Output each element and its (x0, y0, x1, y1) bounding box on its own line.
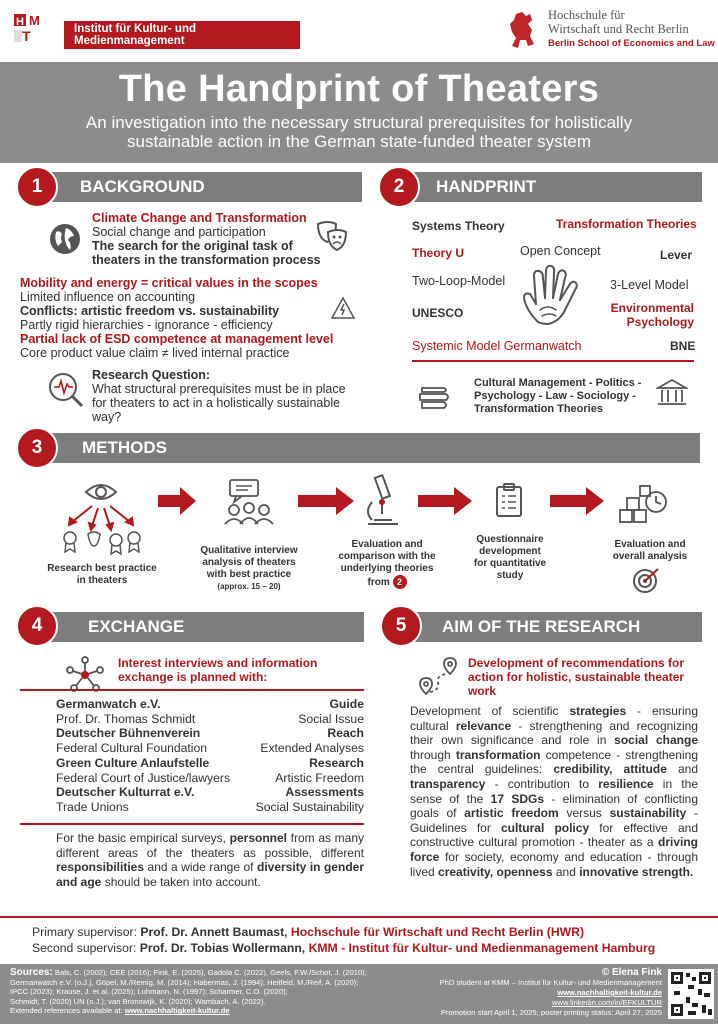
hp-unesco: UNESCO (412, 306, 464, 320)
svg-text:T: T (22, 28, 31, 44)
exchange-row (56, 785, 364, 800)
handprint-divider (412, 360, 694, 362)
eye-awards-icon (58, 476, 144, 560)
header (0, 0, 718, 62)
hp-three-level: 3-Level Model (610, 278, 689, 292)
exchange-purpose: Social Sustainability (255, 799, 364, 814)
section-background-header: BACKGROUND (34, 172, 362, 202)
arrow-right-icon (550, 486, 604, 516)
website-link[interactable]: www.nachhaltigkeit-kultur.de (557, 988, 662, 997)
exchange-partner: Germanwatch e.V. (56, 697, 161, 711)
section-number-5: 5 (380, 605, 422, 647)
exchange-partner: Prof. Dr. Thomas Schmidt (56, 711, 196, 726)
sources: Sources: Bals, C. (2002); CEE (2016); Fink, E. (2025), Gadola C. (2022), Geels, F.W./Schot, J. (2010); Germanwatch e.V. (o.J.), Göpel, M./Remig, M. (2014); Habermas, J. (1994); Heitfeld, M./Reif, A. (2020); IPCC (2023); Krause, J. et al. (2025); Luhmann, N. (1997); Scharmer, C.O. (2020); Schmidt, T. (2020) UN (o.J.); van Bronswijk, K. (2020); Wambach, A. (2022). Extended references available at: www.nachhaltigkeit-kultur.de (10, 967, 367, 1016)
exchange-purpose: Extended Analyses (260, 741, 364, 756)
hp-lever: Lever (660, 248, 693, 262)
disciplines-text: Cultural Management - Politics - Psychology - Law - Sociology - Transformation Theories (474, 377, 642, 415)
globe-icon (48, 222, 82, 256)
hp-two-loop: Two-Loop-Model (412, 274, 506, 288)
supervisors (32, 924, 655, 956)
survey-paragraph: For the basic empirical surveys, personnel from as many different areas of the theaters as possible, different responsibilities and a wide range of diversity in gender and age should be taken into account. (56, 831, 364, 889)
qr-code-icon[interactable] (668, 969, 714, 1019)
route-pins-icon (416, 654, 460, 698)
aim-paragraph: Development of scientific strategies - ensuring cultural relevance - strengthening and recognizing their own significance and role in social change through transformation competence - strengthening the central guidelines: credibility, attitude and transparency - contribution to resilience in the sense of the 17 SDGs - elimination of conflicting goals of artistic freedom versus sustainability - Guidelines for cultural policy for effective and constructive cultural promotion - theater as a driving force for society, economy and education - through lived creativity, openness and innovative strength. (410, 704, 699, 879)
exchange-divider-bottom (20, 823, 364, 825)
climate-line1: Social change and participation (92, 225, 266, 239)
ref-handprint-badge: 2 (393, 575, 407, 589)
exchange-purpose: Assessments (285, 785, 364, 800)
exchange-row (56, 756, 364, 771)
exchange-row (56, 741, 364, 756)
method-step5-label: Evaluation and overall analysis (612, 539, 688, 562)
arrow-right-icon (418, 486, 472, 516)
exchange-partner: Deutscher Kulturrat e.V. (56, 785, 195, 800)
exchange-partner: Deutscher Bühnenverein (56, 726, 201, 741)
method-step2-label: Qualitative interview analysis of theaters with best practice (approx. 15 – 20) (200, 545, 298, 591)
institution-building-icon (656, 378, 688, 408)
section-aim-header: AIM OF THE RESEARCH (404, 612, 702, 642)
method-step4-label: Questionnaire development for quantitative study (473, 534, 547, 581)
interview-group-icon (222, 478, 276, 530)
section-number-3: 3 (16, 427, 58, 469)
mobility-text: Mobility and energy = critical values in the scopes (20, 276, 318, 290)
target-icon (632, 566, 662, 594)
hwr-subtitle: Berlin School of Economics and Law (548, 38, 715, 49)
analysis-blocks-icon (616, 480, 672, 528)
hmt-logo (12, 10, 58, 50)
hp-open-concept: Open Concept (520, 244, 601, 258)
exchange-row (56, 800, 364, 815)
section-methods-header: METHODS (34, 433, 700, 463)
arrow-right-icon (158, 486, 196, 516)
berlin-bear-icon (506, 10, 538, 50)
handprint-icon (518, 264, 586, 328)
section-handprint-header: HANDPRINT (404, 172, 702, 202)
exchange-row (56, 697, 364, 712)
research-question-l1: What structural prerequisites must be in place (92, 382, 346, 396)
limited-text: Limited influence on accounting (20, 290, 196, 304)
exchange-row (56, 712, 364, 727)
method-step3-label: Evaluation and comparison with the underlying theories from 2 (338, 539, 436, 588)
research-question-title: Research Question: (92, 368, 211, 382)
method-step1-label: Research best practice in theaters (47, 563, 157, 586)
hp-bne: BNE (670, 339, 696, 353)
poster-subtitle: An investigation into the necessary structural prerequisites for holistically sustainable action in the German state-funded theater system (85, 113, 633, 151)
research-question-l3: way? (92, 410, 122, 424)
exchange-purpose: Reach (327, 726, 364, 741)
primary-supervisor: Primary supervisor: Prof. Dr. Annett Baumast, Hochschule für Wirtschaft und Recht Berlin (HWR) (32, 925, 584, 939)
exchange-purpose: Research (309, 755, 364, 770)
books-icon (418, 382, 452, 410)
hp-transformation-theories: Transformation Theories (556, 217, 697, 231)
institute-label: Institut für Kultur- und Medienmanagement (64, 21, 300, 49)
exchange-partner: Green Culture Anlaufstelle (56, 755, 210, 770)
second-supervisor: Second supervisor: Prof. Dr. Tobias Wollermann, KMM - Institut für Kultur- und Medienmanagement Hamburg (32, 941, 656, 955)
svg-text:H: H (16, 16, 24, 28)
hp-systems-theory: Systems Theory (412, 219, 505, 233)
climate-line3: theaters in the transformation process (92, 253, 321, 267)
supervisor-divider (0, 916, 718, 918)
climate-line2: The search for the original task of (92, 239, 293, 253)
exchange-partner: Federal Court of Justice/lawyers (56, 770, 231, 785)
exchange-partner: Trade Unions (56, 799, 129, 814)
theater-masks-icon (314, 220, 350, 254)
research-magnifier-icon (46, 370, 86, 410)
exchange-partner-list (56, 697, 364, 815)
climate-title: Climate Change and Transformation (92, 211, 307, 225)
section-number-4: 4 (16, 605, 58, 647)
section-exchange-header: EXCHANGE (34, 612, 364, 642)
linkedin-link[interactable]: www.linkedin.com/in/EFKULTUR (552, 998, 662, 1007)
author-info: © Elena Fink PhD student at KMM – Institut für Kultur- und Medienmanagement www.nachhaltigkeit-kultur.de www.linkedin.com/in/EFKULTUR Promotion start April 1, 2025; poster printing status: April 27, 2025 (404, 968, 662, 1018)
exchange-purpose: Guide (329, 697, 364, 711)
microscope-icon (360, 474, 404, 532)
footer (0, 964, 718, 1024)
section-number-1: 1 (16, 166, 58, 208)
aim-heading: Development of recommendations for action for holistic, sustainable theater work (468, 656, 685, 698)
poster-title: The Handprint of Theaters (118, 68, 600, 110)
arrow-right-icon (298, 486, 354, 516)
core-text: Core product value claim ≠ lived internal practice (20, 346, 290, 360)
sources-link[interactable]: www.nachhaltigkeit-kultur.de (124, 1006, 230, 1016)
exchange-purpose: Social Issue (298, 711, 364, 726)
exchange-partner: Federal Cultural Foundation (56, 741, 208, 756)
svg-text:M: M (29, 13, 40, 28)
hp-environmental-psychology: Environmental Psychology (610, 301, 694, 329)
exchange-intro: Interest interviews and information exchange is planned with: (118, 656, 318, 684)
esd-text: Partial lack of ESD competence at management level (20, 332, 334, 346)
hwr-name: Hochschule für Wirtschaft und Recht Berlin (548, 8, 689, 36)
rigid-text: Partly rigid hierarchies - ignorance - efficiency (20, 318, 273, 332)
hp-theory-u: Theory U (412, 246, 465, 260)
hp-systemic-model: Systemic Model Germanwatch (412, 339, 582, 353)
exchange-row (56, 726, 364, 741)
clipboard-questionnaire-icon (494, 482, 524, 518)
research-question-l2: for theaters to act in a holistically sustainable (92, 396, 341, 410)
conflicts-text: Conflicts: artistic freedom vs. sustainability (20, 304, 280, 318)
exchange-divider (20, 689, 364, 691)
warning-icon (330, 296, 356, 320)
exchange-purpose: Artistic Freedom (275, 770, 364, 785)
network-hands-icon (64, 654, 106, 694)
exchange-row (56, 771, 364, 786)
section-number-2: 2 (378, 166, 420, 208)
